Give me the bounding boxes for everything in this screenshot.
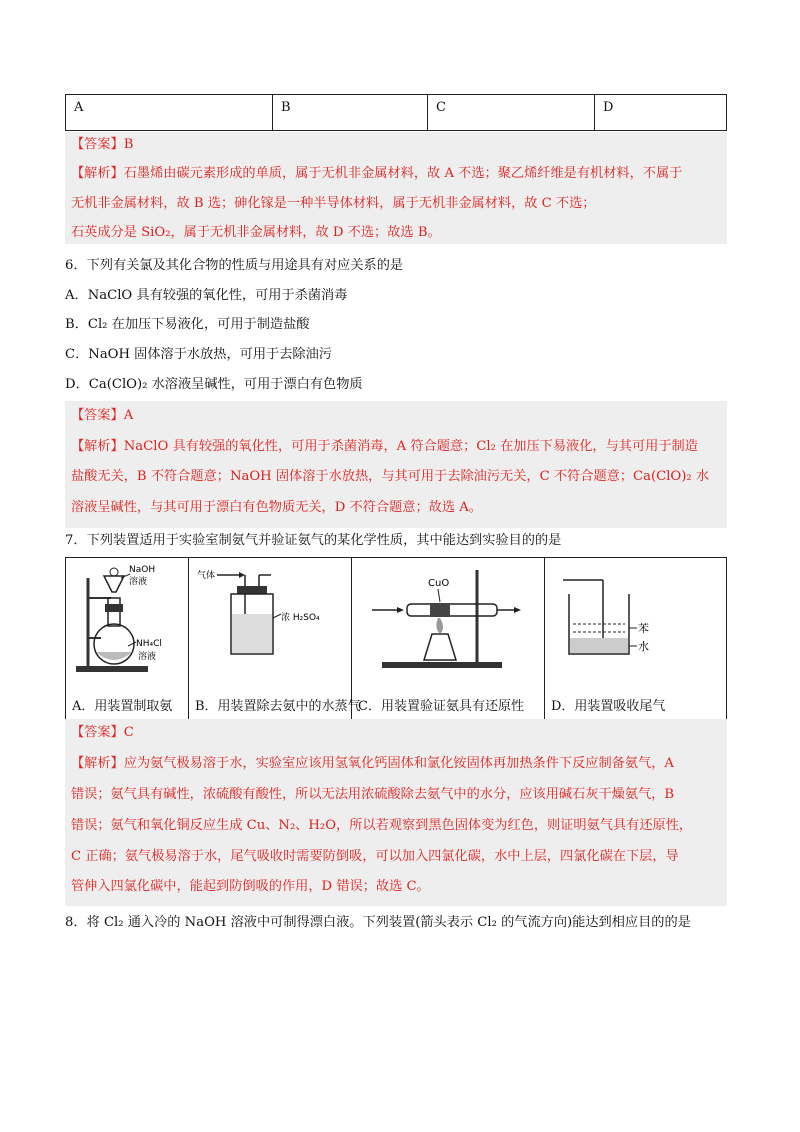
q7-analysis-line-5: 管伸入四氯化碳中，能起到防倒吸的作用，D 错误；故选 C。 bbox=[71, 879, 430, 894]
label-solution-2: 溶液 bbox=[138, 652, 157, 662]
q5-option-a: A bbox=[66, 95, 273, 131]
q5-option-c: C bbox=[428, 95, 595, 131]
q5-option-d: D bbox=[595, 95, 727, 131]
q7-analysis-line-3: 错误；氨气和氧化铜反应生成 Cu、N₂、H₂O，所以若观察到黑色固体变为红色，则证明氨气具有还原性， bbox=[71, 818, 693, 833]
q8-stem: 8．将 Cl₂ 通入冷的 NaOH 溶液中可制得漂白液。下列装置(箭头表示 Cl₂ 的气流方向)能达到相应目的的是 bbox=[65, 915, 691, 930]
q7-caption-c: C．用装置验证氨具有还原性 bbox=[358, 699, 524, 714]
q6-analysis-line-2: 盐酸无关，B 不符合题意；NaOH 固体溶于水放热，与其可用于去除油污无关，C 不符合题意；Ca(ClO)₂ 水 bbox=[71, 469, 710, 484]
q6-option-d: D．Ca(ClO)₂ 水溶液呈碱性，可用于漂白有色物质 bbox=[65, 377, 363, 392]
q6-analysis-line-3: 溶液呈碱性，与其可用于漂白有色物质无关，D 不符合题意；故选 A。 bbox=[71, 500, 482, 515]
q5-option-b: B bbox=[273, 95, 428, 131]
q6-option-a: A．NaClO 具有较强的氧化性，可用于杀菌消毒 bbox=[65, 288, 348, 303]
label-gas: 气体 bbox=[197, 571, 216, 581]
q7-caption-a: A．用装置制取氨 bbox=[72, 699, 173, 714]
q7-apparatus-a bbox=[66, 558, 189, 721]
q6-option-c: C．NaOH 固体溶于水放热，可用于去除油污 bbox=[65, 347, 332, 362]
label-naoh: NaOH bbox=[129, 565, 156, 575]
q7-caption-b: B．用装置除去氨中的水蒸气 bbox=[195, 699, 361, 714]
q6-answer: 【答案】A bbox=[71, 408, 134, 423]
q7-stem: 7．下列装置适用于实验室制氨气并验证氨气的某化学性质，其中能达到实验目的的是 bbox=[65, 533, 562, 548]
label-solution-1: 溶液 bbox=[129, 577, 148, 587]
flask-apparatus-icon bbox=[66, 558, 188, 716]
combustion-tube-icon bbox=[352, 558, 544, 716]
q7-apparatus-table bbox=[65, 557, 727, 721]
q7-apparatus-b bbox=[189, 558, 361, 721]
q5-analysis-line-1: 【解析】石墨烯由碳元素形成的单质，属于无机非金属材料，故 A 不选；聚乙烯纤维是有机材料，不属于 bbox=[71, 166, 683, 181]
label-cuo: CuO bbox=[428, 578, 450, 589]
label-nh4cl: NH₄Cl bbox=[136, 639, 162, 649]
q7-answer-block bbox=[65, 719, 727, 906]
q6-analysis-line-1: 【解析】NaClO 具有较强的氧化性，可用于杀菌消毒，A 符合题意；Cl₂ 在加压下易液化，与其可用于制造 bbox=[71, 439, 698, 454]
label-benzene: 苯 bbox=[638, 622, 649, 635]
q7-analysis-line-1: 【解析】应为氨气极易溶于水，实验室应该用氢氧化钙固体和氯化铵固体再加热条件下反应制备氨气，A bbox=[71, 756, 674, 771]
q5-answer-block bbox=[65, 132, 727, 244]
q7-analysis-line-2: 错误；氨气具有碱性，浓硫酸有酸性，所以无法用浓硫酸除去氨气中的水分，应该用碱石灰干燥氨气，B bbox=[71, 787, 675, 802]
q6-answer-block bbox=[65, 401, 727, 528]
label-conc-h2so4: 浓 H₂SO₄ bbox=[281, 613, 320, 623]
q7-apparatus-d bbox=[545, 558, 727, 721]
q5-analysis-line-2: 无机非金属材料，故 B 选；砷化镓是一种半导体材料，属于无机非金属材料，故 C 不选； bbox=[71, 196, 596, 211]
q6-stem: 6．下列有关氯及其化合物的性质与用途具有对应关系的是 bbox=[65, 258, 404, 273]
q5-answer: 【答案】B bbox=[71, 137, 134, 152]
q7-answer: 【答案】C bbox=[71, 725, 134, 740]
q6-option-b: B．Cl₂ 在加压下易液化，可用于制造盐酸 bbox=[65, 317, 310, 332]
q5-options-table bbox=[65, 94, 727, 131]
q7-apparatus-c bbox=[352, 558, 545, 721]
q7-analysis-line-4: C 正确；氨气极易溶于水，尾气吸收时需要防倒吸，可以加入四氯化碳，水中上层，四氯化碳在下层，导 bbox=[71, 849, 679, 864]
beaker-absorption-icon bbox=[545, 558, 685, 716]
label-water: 水 bbox=[638, 640, 649, 653]
gas-washing-bottle-icon bbox=[189, 558, 351, 716]
q5-analysis-line-3: 石英成分是 SiO₂，属于无机非金属材料，故 D 不选；故选 B。 bbox=[71, 225, 441, 240]
q7-caption-d: D．用装置吸收尾气 bbox=[551, 699, 666, 714]
